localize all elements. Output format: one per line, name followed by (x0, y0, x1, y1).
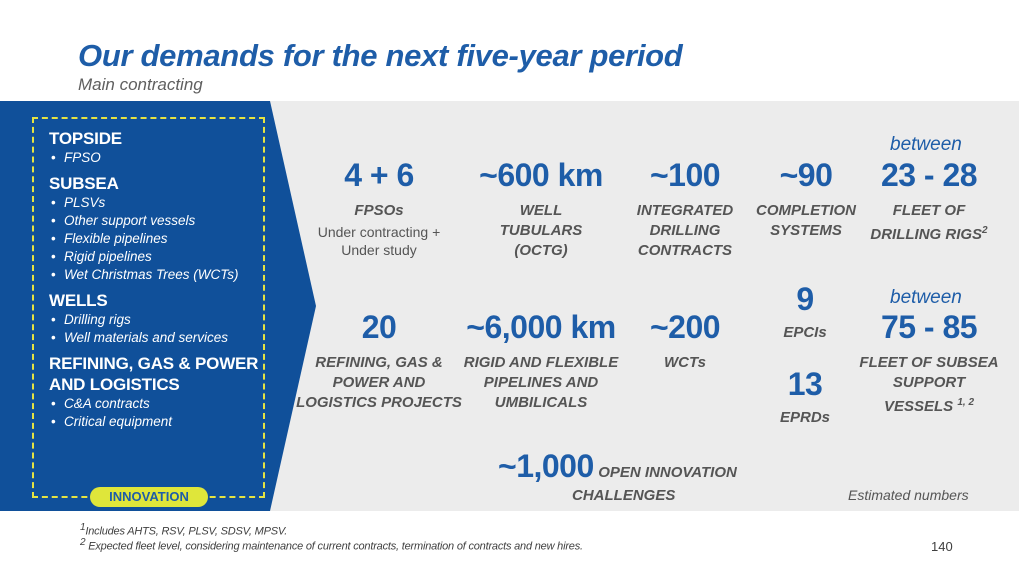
footnote-marker: 1 (80, 522, 86, 533)
footnote-marker: 1, 2 (957, 397, 975, 408)
list-item: • Rigid pipelines (49, 248, 264, 266)
stat-label: FPSOs (354, 202, 404, 219)
stat-pipelines (461, 309, 621, 413)
stat-refining-projects (295, 309, 463, 413)
stat-label (862, 201, 996, 245)
stat-label-line: RIGID AND FLEXIBLE (463, 354, 619, 371)
estimated-note: Estimated numbers (848, 487, 969, 503)
topside-list (49, 149, 264, 167)
stat-sublabel: Under study (341, 242, 417, 258)
footnote-marker: 2 (982, 225, 988, 236)
stat-drilling-contracts (625, 157, 745, 261)
stat-label-line: LOGISTICS PROJECTS (296, 394, 462, 411)
stat-drilling-rigs (862, 157, 996, 245)
stat-label-line: (OCTG) (514, 242, 568, 259)
section-heading-subsea: SUBSEA (49, 174, 119, 193)
page-subtitle: Main contracting (78, 75, 203, 94)
list-item: • Drilling rigs (49, 311, 264, 329)
stat-label-line: FLEET OF SUBSEA (859, 354, 999, 371)
stat-value: 23 - 28 (880, 157, 978, 193)
stat-label-line: UMBILICALS (494, 394, 588, 411)
section-heading-wells: WELLS (49, 291, 108, 310)
stat-value: 4 + 6 (344, 157, 414, 193)
stat-label-line: COMPLETION (756, 202, 856, 219)
section-heading-refining: REFINING, GAS & POWER AND LOGISTICS (49, 354, 259, 394)
between-label: between (890, 134, 962, 155)
stat-label (295, 353, 463, 413)
footnote-marker: 2 (80, 537, 86, 548)
wells-list (49, 311, 264, 347)
stat-label: OPEN INNOVATION (598, 464, 737, 481)
stat-label-text: VESSELS (883, 398, 954, 415)
stat-value: ~1,000 (498, 448, 594, 484)
stat-eprds (760, 366, 850, 428)
stat-value: 9 (796, 281, 814, 317)
stat-label-line: INTEGRATED (636, 202, 734, 219)
stat-value: 20 (361, 309, 397, 345)
stat-value: 75 - 85 (880, 309, 978, 345)
list-item: • Flexible pipelines (49, 230, 264, 248)
stat-well-tubulars (471, 157, 611, 261)
list-item: • FPSO (49, 149, 264, 167)
subsea-list (49, 194, 264, 284)
stat-label (461, 353, 621, 413)
categories-list (49, 128, 264, 437)
stat-label-line: WELL (519, 202, 563, 219)
stat-label: WCTs (664, 354, 706, 371)
list-item: • PLSVs (49, 194, 264, 212)
page-title: Our demands for the next five-year period (78, 38, 683, 73)
list-item: • Wet Christmas Trees (WCTs) (49, 266, 264, 284)
stat-label-line (862, 221, 996, 245)
stat-wcts (635, 309, 735, 373)
stat-label (750, 201, 862, 241)
stat-label (856, 353, 1002, 417)
stat-label-line: DRILLING (649, 222, 721, 239)
stat-value: ~600 km (479, 157, 603, 193)
stat-label-line: PIPELINES AND (483, 374, 599, 391)
list-item: • Critical equipment (49, 413, 264, 431)
stat-label-line: TUBULARS (499, 222, 583, 239)
stat-fpsos (309, 157, 449, 259)
stat-innovation (498, 448, 737, 485)
stat-label-line: SUPPORT (892, 374, 966, 391)
stat-sublabel: Under contracting + (317, 224, 441, 240)
page-number: 140 (931, 539, 953, 554)
stat-label-line: FLEET OF (892, 202, 966, 219)
stat-value: ~6,000 km (466, 309, 616, 345)
stat-label-line: SYSTEMS (770, 222, 842, 239)
stat-label-line: POWER AND (332, 374, 426, 391)
stat-label: EPRDs (779, 409, 831, 426)
stat-label: EPCIs (783, 324, 827, 341)
footnote-2 (80, 537, 583, 553)
stat-label: CHALLENGES (572, 487, 676, 504)
stat-label-text: DRILLING RIGS (870, 226, 983, 243)
refining-list (49, 395, 264, 431)
footnote-1 (80, 522, 287, 538)
section-heading-topside: TOPSIDE (49, 129, 122, 148)
stat-value: ~90 (779, 157, 833, 193)
innovation-badge: INNOVATION (90, 487, 208, 507)
stat-label (471, 201, 611, 261)
list-item: • Other support vessels (49, 212, 264, 230)
stat-label-line: CONTRACTS (637, 242, 733, 259)
footnote-text: Expected fleet level, considering maintenance of current contracts, termination of contracts and new hires. (85, 540, 583, 553)
stat-value: ~100 (649, 157, 721, 193)
footnote-text: Includes AHTS, RSV, PLSV, SDSV, MPSV. (85, 525, 288, 538)
stat-label-line: REFINING, GAS & (315, 354, 443, 371)
between-label: between (890, 287, 962, 308)
list-item: • Well materials and services (49, 329, 264, 347)
stat-value: 13 (787, 366, 823, 402)
stat-epcis (760, 281, 850, 343)
stat-completion-systems (750, 157, 862, 241)
stat-label (625, 201, 745, 261)
stat-value: ~200 (649, 309, 721, 345)
stat-label-line (856, 393, 1002, 417)
list-item: • C&A contracts (49, 395, 264, 413)
stat-subsea-vessels (856, 309, 1002, 417)
